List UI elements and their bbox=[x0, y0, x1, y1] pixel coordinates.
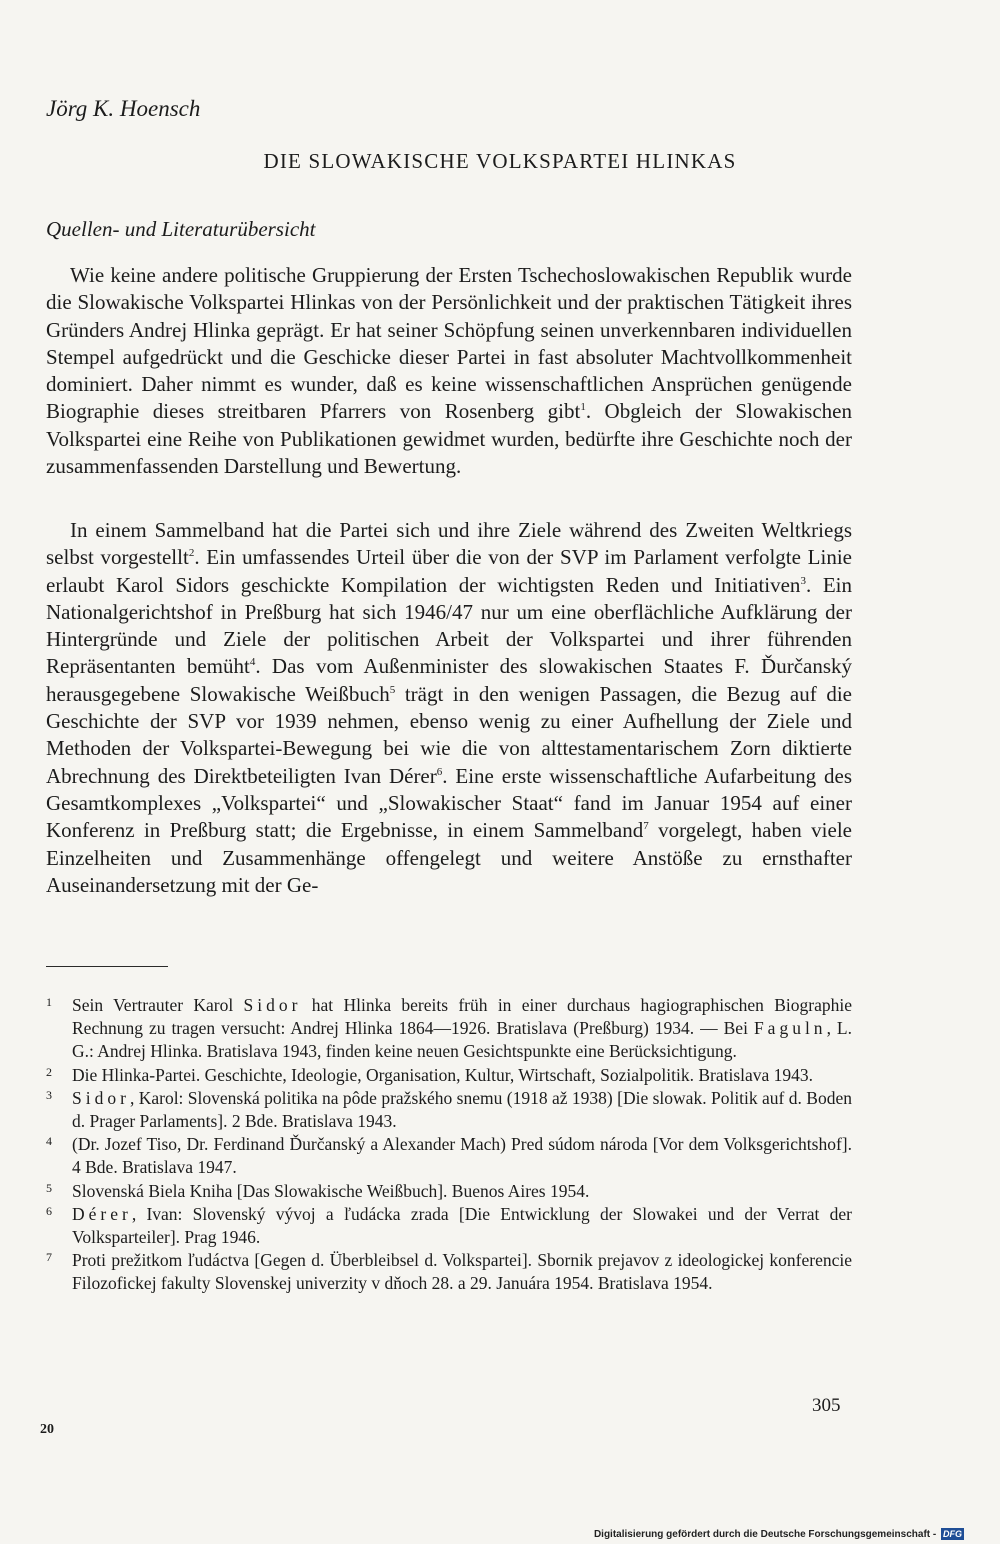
footnote-ref: 4 bbox=[249, 656, 256, 669]
footnote-number: 2 bbox=[46, 1064, 52, 1079]
footnote-7 bbox=[46, 1249, 852, 1295]
footnote-ref: 5 bbox=[389, 683, 396, 696]
footnote-ref: 7 bbox=[643, 820, 649, 833]
footnote-text: Proti prežitkom ľudáctva [Gegen d. Überbleibsel d. Volkspartei]. Sbornik prejavov z ideologickej konferencie Filozofickej fakulty Slovenskej univerzity v dňoch 28. a 29. Januára 1954. Bratislava 1954. bbox=[72, 1250, 852, 1294]
author-name: Jörg K. Hoensch bbox=[46, 96, 201, 121]
footnote-3 bbox=[46, 1087, 852, 1133]
footnote-2 bbox=[46, 1064, 852, 1087]
paragraph-text: . Obgleich der Slowakischen Volkspartei eine Reihe von Publikationen gewidmet wurden, bedürfte ihre Geschichte noch der zusammenfassenden Darstellung und Bewertung. bbox=[46, 399, 852, 479]
paragraph-text: . Eine erste wissenschaftliche Aufarbeitung des Gesamtkomplexes „Volkspartei“ und „Slowakischer Staat“ fand im Januar 1954 auf einer Konferenz in Preßburg statt; die Ergebnisse, in einem Sammelband bbox=[46, 763, 852, 843]
footnote-6 bbox=[46, 1203, 852, 1249]
footnote-text: Slovenská Biela Kniha [Das Slowakische Weißbuch]. Buenos Aires 1954. bbox=[72, 1180, 590, 1201]
paragraph-text: vorgelegt, haben viele Einzelheiten und Zusammenhänge offengelegt und weitere Anstöße zu ernsthafter Auseinandersetzung mit der Ge- bbox=[46, 818, 852, 897]
paragraph-text: trägt in den wenigen Passagen, die Bezug auf die Geschichte der SVP vor 1939 nehmen, ebenso wenig zu einer Aufhellung der Ziele und Methoden der Volkspartei-Bewegung bei wie die von alttestamentarischem Zorn diktierte Abrechnung des Direktbeteiligten Ivan Dérer bbox=[46, 681, 852, 788]
footnote-number: 3 bbox=[46, 1087, 52, 1102]
footnote-spaced-name: Sidor bbox=[72, 1087, 130, 1108]
footnote-1 bbox=[46, 994, 852, 1064]
footnote-text: Sein Vertrauter Karol bbox=[72, 995, 244, 1015]
footnote-spaced-name: Faguln bbox=[753, 1018, 827, 1039]
article-title: DIE SLOWAKISCHE VOLKSPARTEI HLINKAS bbox=[263, 149, 737, 173]
paragraph-text: . Ein Nationalgerichtshof in Preßburg hat sich 1946/47 nur um eine oberflächliche Aufklärung der Hintergründe und Ziele der politischen Arbeit der Volkspartei und ihrer führenden Repräsentanten bemüht bbox=[46, 572, 852, 679]
body-paragraph-1 bbox=[46, 262, 852, 480]
footnote-text: , Ivan: Slovenský vývoj a ľudácka zrada [Die Entwicklung der Slowakei und der Verrat der Volksparteiler]. Prag 1946. bbox=[72, 1203, 852, 1248]
section-heading: Quellen- und Literaturübersicht bbox=[46, 217, 316, 241]
page-number: 305 bbox=[812, 1395, 841, 1416]
paragraph-text: Wie keine andere politische Gruppierung der Ersten Tschechoslowakischen Republik wurde die Slowakische Volkspartei Hlinkas von der Persönlichkeit und der praktischen Tätigkeit ihres Gründers Andrej Hlinka geprägt. Er hat seiner Schöpfung seinen unverkennbaren individuellen Stempel aufgedrückt und die Geschicke dieser Partei in fast absoluter Machtvollkommenheit dominiert. Daher nimmt es wunder, daß es keine wissenschaftlichen Ansprüchen genügende Biographie dieses streitbaren Pfarrers von Rosenberg gibt bbox=[46, 263, 852, 424]
paragraph-text: . Ein umfassendes Urteil über die von der SVP im Parlament verfolgte Linie erlaubt Karol Sidors geschickte Kompilation der wichtigsten Reden und Initiativen bbox=[46, 545, 852, 597]
footnote-spaced-name: Sidor bbox=[243, 995, 302, 1015]
footnotes bbox=[46, 994, 852, 1296]
digitization-note bbox=[594, 1528, 964, 1540]
paragraph-text: In einem Sammelband hat die Partei sich und ihre Ziele während des Zweiten Weltkriegs selbst vorgestellt bbox=[46, 518, 852, 570]
footnote-ref: 1 bbox=[580, 401, 586, 414]
footnote-number: 4 bbox=[46, 1134, 52, 1149]
footnote-ref: 3 bbox=[800, 574, 806, 587]
body-paragraph-2 bbox=[46, 517, 852, 899]
footnote-divider bbox=[46, 966, 168, 967]
footnote-text: (Dr. Jozef Tiso, Dr. Ferdinand Ďurčanský a Alexander Mach) Pred súdom národa [Vor dem Volksgerichtshof]. 4 Bde. Bratislava 1947. bbox=[72, 1134, 852, 1178]
footnote-5 bbox=[46, 1180, 852, 1203]
footnote-text: Die Hlinka-Partei. Geschichte, Ideologie, Organisation, Kultur, Wirtschaft, Sozialpolitik. Bratislava 1943. bbox=[72, 1064, 814, 1085]
footnote-ref: 2 bbox=[188, 547, 195, 560]
footnote-text: hat Hlinka bereits früh in einer durchaus hagiographischen Biographie Rechnung zu tragen versucht: Andrej Hlinka 1864—1926. Bratislava (Preßburg) 1934. — Bei bbox=[72, 995, 852, 1039]
footnote-number: 7 bbox=[46, 1250, 52, 1265]
footnote-text: , Karol: Slovenská politika na pôde pražského snemu (1918 až 1938) [Die slowak. Politik auf d. Boden d. Prager Parlaments]. 2 Bde. Bratislava 1943. bbox=[72, 1087, 852, 1132]
footnote-number: 6 bbox=[46, 1203, 52, 1218]
signature-mark: 20 bbox=[40, 1422, 54, 1437]
footnote-text: , L. G.: Andrej Hlinka. Bratislava 1943, finden keine neuen Gesichtspunkte eine Berücksichtigung. bbox=[72, 1018, 852, 1062]
footnote-number: 5 bbox=[46, 1180, 52, 1195]
dfg-logo: DFG bbox=[943, 1529, 962, 1539]
paragraph-text: . Das vom Außenminister des slowakischen Staates F. Ďurčanský herausgegebene Slowakische Weißbuch bbox=[46, 654, 853, 706]
footnote-number: 1 bbox=[46, 995, 52, 1009]
footnote-spaced-name: Dérer bbox=[72, 1203, 132, 1224]
footnote-ref: 6 bbox=[436, 765, 443, 778]
footnote-4 bbox=[46, 1133, 852, 1179]
digitization-text: Digitalisierung gefördert durch die Deutsche Forschungsgemeinschaft - bbox=[593, 1529, 937, 1540]
